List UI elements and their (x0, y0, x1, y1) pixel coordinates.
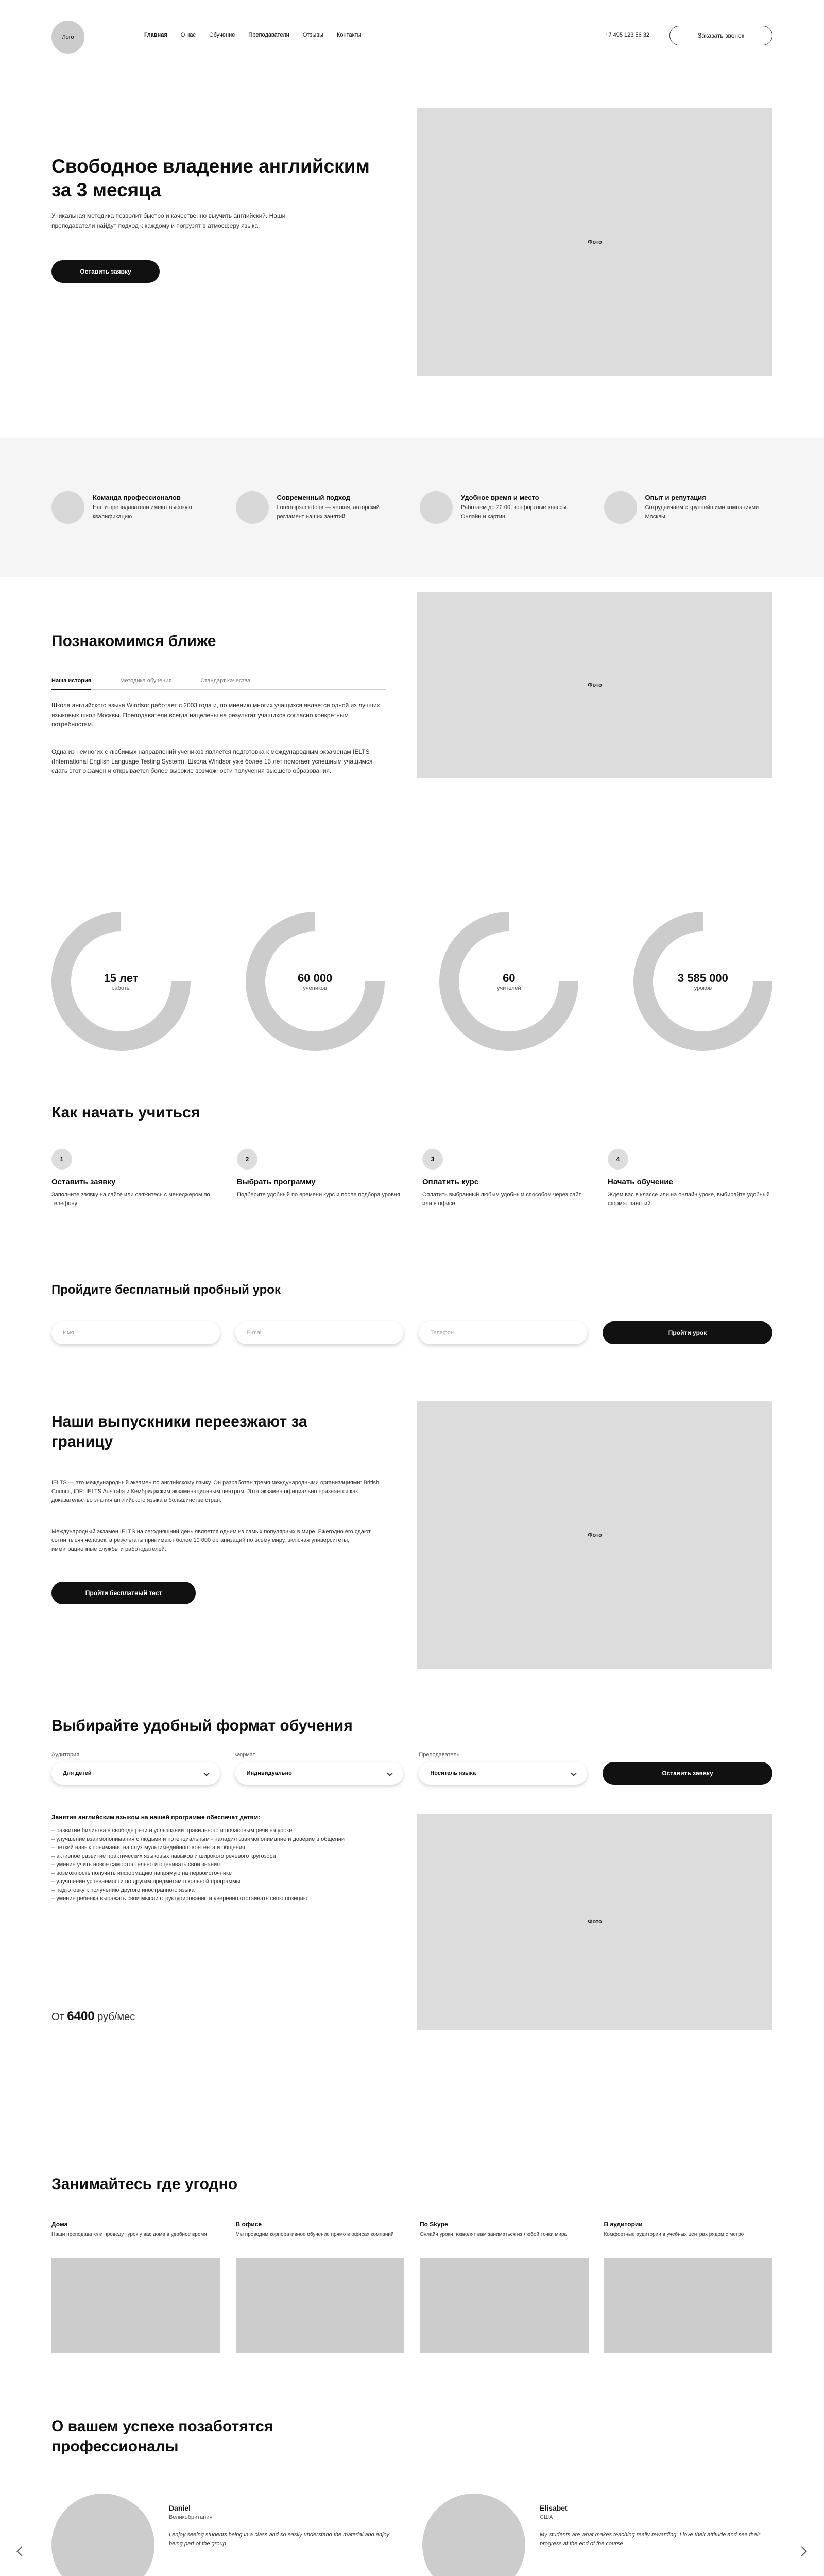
format-subtitle: Занятия английским языком на нашей программе обеспечат детям: (52, 1814, 261, 1821)
step-text: Подберите удобный по времени курс и после подбора уровня (237, 1192, 400, 1198)
bullet-item: – развитие билингва в свободе речи и услышании правильного и почасовым речи на уроке (52, 1827, 293, 1834)
place-card (236, 2221, 405, 2353)
place-title: По Skype (420, 2221, 448, 2228)
step-title: Выбрать программу (237, 1178, 316, 1187)
audience-label: Аудитория (52, 1752, 80, 1758)
place-image (236, 2258, 405, 2353)
teachers (0, 2416, 824, 2576)
step-text: Ждем вас в классе или на онлайн уроке, выбирайте удобный формат занятий (608, 1192, 770, 1207)
place-card (604, 2221, 773, 2353)
step-item (422, 1149, 587, 1208)
abroad (0, 1401, 824, 1716)
stat-label: учеников (303, 985, 327, 991)
step-number: 2 (237, 1149, 258, 1170)
hero-cta-button[interactable]: Оставить заявку (52, 260, 160, 283)
teacher-photo (422, 2494, 525, 2576)
site-header (0, 0, 824, 108)
teacher-card (422, 2494, 772, 2576)
feature-text: Lorem ipsum dolor — четкая, авторский регламент наших занятий (277, 504, 380, 520)
place-title: Дома (52, 2221, 68, 2228)
chevron-down-icon (387, 1770, 393, 1776)
nav-reviews[interactable]: Отзывы (302, 32, 324, 38)
step-title: Оставить заявку (52, 1178, 116, 1187)
features-strip (0, 438, 824, 577)
teacher-name: Daniel (169, 2504, 191, 2512)
teacher-photo (52, 2494, 154, 2576)
teacher-name: Elisabet (540, 2504, 568, 2512)
chevron-right-icon[interactable] (797, 2546, 807, 2556)
format-image: Фото (417, 1814, 772, 2030)
format-label: Формат (235, 1752, 255, 1758)
price: От 6400 руб/мес (52, 2009, 135, 2023)
bullet-item: – возможность получить информацию напрямую на первоисточнике (52, 1870, 232, 1876)
bullet-item: – умение ребенка выражать свои мысли структурированно и уверенно отстаивать свою позицию (52, 1895, 308, 1902)
place-card (420, 2221, 589, 2353)
place-image (604, 2258, 773, 2353)
step-text: Оплатить выбранный любым удобным способом через сайт или в офисе (422, 1192, 581, 1207)
hero (0, 108, 824, 438)
bullet-item: – активное развитие практических языковых навыков и широкого речевого кругозора (52, 1853, 276, 1859)
feature-icon (604, 491, 637, 524)
bullet-item: – улучшение взаимопонимания с людьми и потенциальным - наладил взаимопонимание и доверие в общении (52, 1836, 345, 1842)
feature-text: Наши преподаватели имеют высокую квалификацию (93, 504, 192, 520)
abroad-text-1: IELTS — это международный экзамен по английскому языку. Он разработан тремя международными организациями: British Council, IDP: IELTS Australia и Кембриджским экзаменационным центром. Этот экзамен официально признается как доказательство знания английского языка в большинстве стран. (52, 1480, 380, 1504)
teacher-card (52, 2494, 402, 2576)
place-image (52, 2258, 220, 2353)
bullet-item: – четкий навык понимания на слух мультимедийного контента и общения (52, 1844, 245, 1851)
place-text: Мы проводим корпоративное обучение прямо в офисах компаний (235, 2232, 394, 2238)
trial-submit-button[interactable]: Пройти урок (603, 1321, 772, 1344)
place-text: Комфортные аудитории в учебных центрах рядом с метро (604, 2232, 744, 2238)
feature-icon (420, 491, 453, 524)
feature-text: Сотрудничаем с крупнейшими компаниями Москвы (645, 504, 759, 520)
place-image (420, 2258, 589, 2353)
steps (0, 1082, 824, 1273)
about-text-1: Школа английского языка Windsor работает с 2003 года и, по мнению многих учащихся является одной из лучших языковых школ Москвы. Преподаватели всегда нацелены на результат учащихся согласно конкретным потребностям. (52, 702, 380, 728)
bullet-item: – умение учить новое самостоятельно и оценивать свои знания (52, 1861, 220, 1868)
about-title: Познакомимся ближе (52, 633, 216, 650)
step-number: 3 (422, 1149, 443, 1170)
stat-item (52, 912, 191, 1051)
nav-teachers[interactable]: Преподаватели (248, 32, 289, 38)
abroad-text-2: Международный экзамен IELTS на сегодняшний день является одним из самых популярных в мире. Ежегодно его сдают сотни тысяч человек, а результаты принимают более 10 000 организаций по всему миру, включая университеты, иммиграционные службы и работодателей. (52, 1529, 371, 1553)
step-title: Оплатить курс (422, 1178, 479, 1187)
name-input[interactable]: Имя (52, 1321, 220, 1344)
teacher-role: Великобритания (169, 2514, 213, 2520)
feature-icon (236, 491, 269, 524)
stats (0, 912, 824, 1082)
stat-number: 60 000 (298, 972, 333, 985)
stat-number: 3 585 000 (678, 972, 728, 985)
feature-icon (52, 491, 84, 524)
format-title: Выбирайте удобный формат обучения (52, 1717, 353, 1734)
format-bullets (52, 1826, 397, 1903)
hero-title: Свободное владение английским за 3 месяца (52, 156, 370, 201)
feature-text: Работаем до 22:00, конфортные классы. Онлайн и картин (461, 504, 569, 520)
place-title: В аудитории (604, 2221, 643, 2228)
feature-item (420, 491, 589, 524)
format-select[interactable]: Индивидуально (235, 1762, 404, 1785)
abroad-title: Наши выпускники переезжают за границу (52, 1413, 307, 1450)
chevron-down-icon (571, 1770, 576, 1776)
place-text: Наши преподаватели проведут урок у вас дома в удобное время (52, 2232, 207, 2238)
chevron-left-icon[interactable] (16, 2546, 27, 2556)
teacher-role: США (540, 2514, 553, 2520)
hero-text: Уникальная методика позволит быстро и качественно выучить английский. Наши преподаватели найдут подход к каждому и погрузят в атмосферу языка. (52, 212, 286, 229)
feature-item (604, 491, 773, 524)
free-test-button[interactable]: Пройти бесплатный тест (52, 1582, 196, 1604)
stat-number: 15 лет (104, 972, 139, 985)
stat-number: 60 (503, 972, 516, 985)
teacher-quote: I enjoy seeing students being in a class and so easily understand the material and enjoy being part of the group (169, 2532, 390, 2547)
place-card (52, 2221, 220, 2353)
step-title: Начать обучение (608, 1178, 673, 1187)
about-text-2: Одна из немногих с любимых направлений учеников является подготовка к международным экзаменам IELTS (International English Language Testing System). Школа Windsor уже более 15 лет помогает успешным учащимся сдать этот экзамен и открывается более высокие возможности получения высшего образования. (52, 748, 373, 775)
tab-quality[interactable]: Стандарт качества (200, 677, 251, 684)
nav-about[interactable]: О нас (180, 32, 196, 38)
about-tabs (52, 677, 386, 690)
nav-home[interactable]: Главная (144, 32, 167, 38)
phone-input[interactable]: Телефон (419, 1321, 587, 1344)
feature-title: Опыт и репутация (645, 494, 706, 502)
place-title: В офисе (235, 2221, 262, 2228)
teacher-label: Преподаватель (419, 1752, 460, 1758)
chevron-down-icon (203, 1770, 209, 1776)
feature-item (236, 491, 405, 524)
format-submit-button[interactable]: Оставить заявку (603, 1762, 772, 1785)
feature-title: Современный подход (277, 494, 350, 502)
callback-button[interactable]: Заказать звонок (670, 26, 772, 45)
step-item (237, 1149, 402, 1208)
places-title: Занимайтесь где угодно (52, 2176, 238, 2193)
format (0, 1716, 824, 2174)
stat-label: учителей (496, 985, 521, 991)
step-number: 4 (608, 1149, 628, 1170)
nav-courses[interactable]: Обучение (209, 32, 235, 38)
teacher-quote: My students are what makes teaching really rewarding. I love their attitude and see their progress at the end of the course (540, 2532, 761, 2547)
bullet-item: – улучшение успеваемости по другим предметам школьной программы (52, 1878, 241, 1885)
step-item (52, 1149, 216, 1208)
steps-title: Как начать учиться (52, 1104, 200, 1121)
feature-title: Удобное время и место (461, 494, 539, 502)
tab-method[interactable]: Методика обучения (120, 677, 172, 684)
feature-item (52, 491, 220, 524)
trial-lesson (0, 1273, 824, 1401)
step-text: Заполните заявку на сайте или свяжитесь с менеджером по телефону (52, 1192, 210, 1207)
email-input[interactable]: E-mail (235, 1321, 404, 1344)
main-nav (144, 32, 362, 38)
place-text: Онлайн уроки позволят вам заниматься из любой точки мира (420, 2232, 568, 2238)
places (0, 2174, 824, 2416)
stat-item (633, 912, 772, 1051)
about (0, 592, 824, 912)
header-phone[interactable]: +7 495 123 56 32 (605, 32, 649, 38)
nav-contacts[interactable]: Контакты (337, 32, 362, 38)
stat-label: уроков (694, 985, 712, 991)
feature-title: Команда профессионалов (93, 494, 181, 502)
abroad-image: Фото (417, 1401, 772, 1669)
stat-label: работы (111, 985, 131, 991)
step-item (608, 1149, 772, 1208)
audience-select[interactable]: Для детей (52, 1762, 220, 1785)
stat-item (439, 912, 578, 1051)
teacher-select[interactable]: Носитель языка (419, 1762, 587, 1785)
stat-item (246, 912, 385, 1051)
step-number: 1 (52, 1149, 72, 1170)
logo[interactable]: Лого (52, 21, 84, 54)
trial-title: Пройдите бесплатный пробный урок (52, 1283, 281, 1297)
bullet-item: – подготовку к получению другого иностранного языка (52, 1887, 195, 1893)
hero-image: Фото (417, 108, 772, 376)
about-image: Фото (417, 592, 772, 778)
teachers-title: О вашем успехе позаботятся профессионалы (52, 2418, 273, 2455)
tab-history[interactable]: Наша история (52, 677, 91, 690)
